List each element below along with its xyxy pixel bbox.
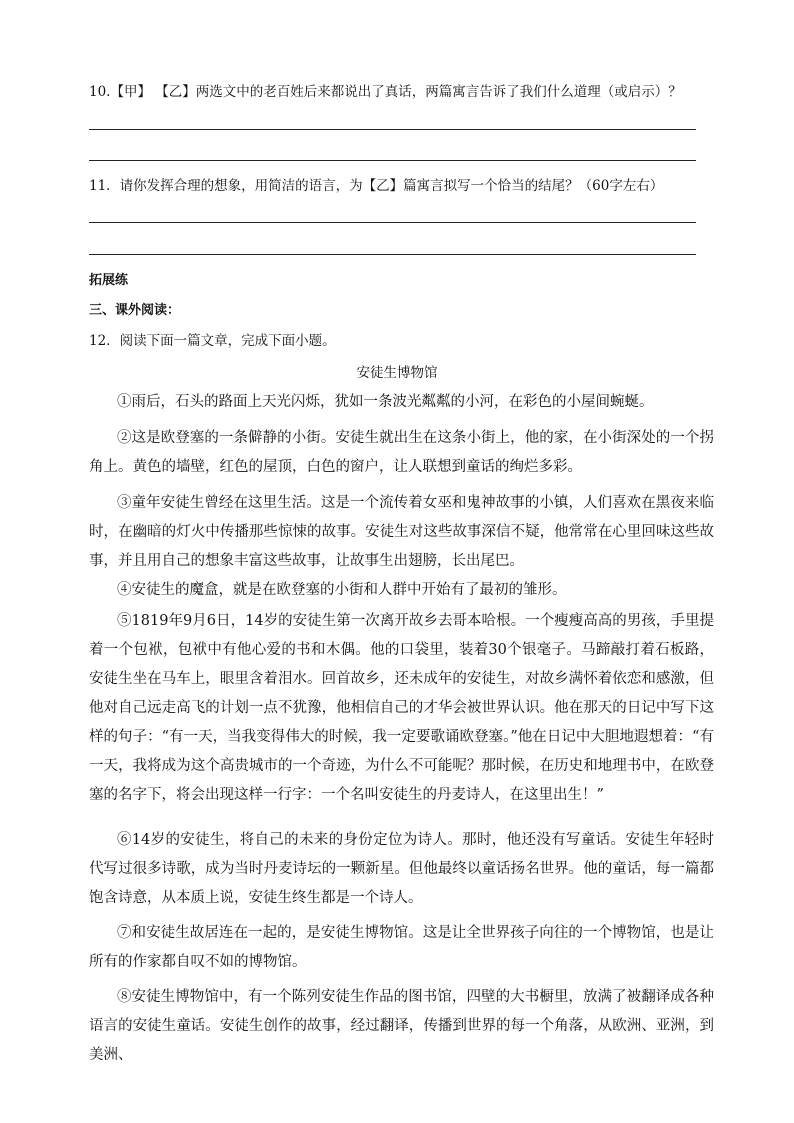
article-paragraph-4: ④安徒生的魔盒，就是在欧登塞的小街和人群中开始有了最初的雏形。 <box>117 582 567 598</box>
article-paragraph-5: ⑤1819年9月6日，14岁的安徒生第一次离开故乡去哥本哈根。一个瘦瘦高高的男孩，手里提着一个包袱，包袱中有他心爱的书和木偶。他的口袋里，装着30个银毫子。马蹄敲打着石板路，安徒生坐在马车上，眼里含着泪水。回首故乡，还未成年的安徒生，对故乡满怀着依恋和感激，但他对自己远走高飞的计划一点不犹豫，他相信自己的才华会被世界认识。他在那天的日记中写下这样的句子：“有一天，当我变得伟大的时候，我一定要歌诵欧登塞。”他在日记中大胆地遐想着：“有一天，我将成为这个高贵城市的一个奇迹，为什么不可能呢？那时候，在历史和地理书中，在欧登塞的名字下，将会出现这样一行字：一个名叫安徒生的丹麦诗人，在这里出生！” <box>89 613 714 803</box>
answer-line[interactable] <box>89 160 696 161</box>
question-10: 10.【甲】 【乙】两选文中的老百姓后来都说出了真话，两篇寓言告诉了我们什么道理（或启示）？ <box>89 84 682 100</box>
answer-line[interactable] <box>89 129 696 130</box>
article-paragraph-7: ⑦和安徒生故居连在一起的，是安徒生博物馆。这是让全世界孩子向往的一个博物馆，也是让所有的作家都自叹不如的博物馆。 <box>89 925 714 970</box>
article-paragraph-6: ⑥14岁的安徒生，将自己的未来的身份定位为诗人。那时，他还没有写童话。安徒生年轻时代写过很多诗歌，成为当时丹麦诗坛的一颗新星。但他最终以童话扬名世界。他的童话，每一篇都饱含诗意，从本质上说，安徒生终生都是一个诗人。 <box>89 832 714 906</box>
answer-line[interactable] <box>89 222 696 223</box>
article-paragraph-8: ⑧安徒生博物馆中，有一个陈列安徒生作品的图书馆，四壁的大书橱里，放满了被翻译成各种语言的安徒生童话。安徒生创作的故事，经过翻译，传播到世界的每一个角落，从欧洲、亚洲，到美洲、 <box>89 989 714 1063</box>
article-paragraph-1: ①雨后，石头的路面上天光闪烁，犹如一条波光粼粼的小河，在彩色的小屋间蜿蜒。 <box>117 394 654 410</box>
article-paragraph-2: ②这是欧登塞的一条僻静的小街。安徒生就出生在这条小街上，他的家，在小街深处的一个拐角上。黄色的墙壁，红色的屋顶，白色的窗户，让人联想到童话的绚烂多彩。 <box>89 430 714 475</box>
question-11: 11．请你发挥合理的想象，用简洁的语言，为【乙】篇寓言拟写一个恰当的结尾？（60字左右） <box>89 178 664 194</box>
answer-line[interactable] <box>89 254 696 255</box>
section-part3: 三、课外阅读： <box>89 303 181 318</box>
section-extension: 拓展练 <box>89 273 129 288</box>
article-title: 安徒生博物馆 <box>356 365 438 381</box>
article-paragraph-3: ③童年安徒生曾经在这里生活。这是一个流传着女巫和鬼神故事的小镇，人们喜欢在黑夜来临时，在幽暗的灯火中传播那些惊悚的故事。安徒生对这些故事深信不疑，他常常在心里回味这些故事，并且用自己的想象丰富这些故事，让故事生出翅膀，长出尾巴。 <box>89 495 714 569</box>
question-12: 12．阅读下面一篇文章，完成下面小题。 <box>89 333 336 349</box>
